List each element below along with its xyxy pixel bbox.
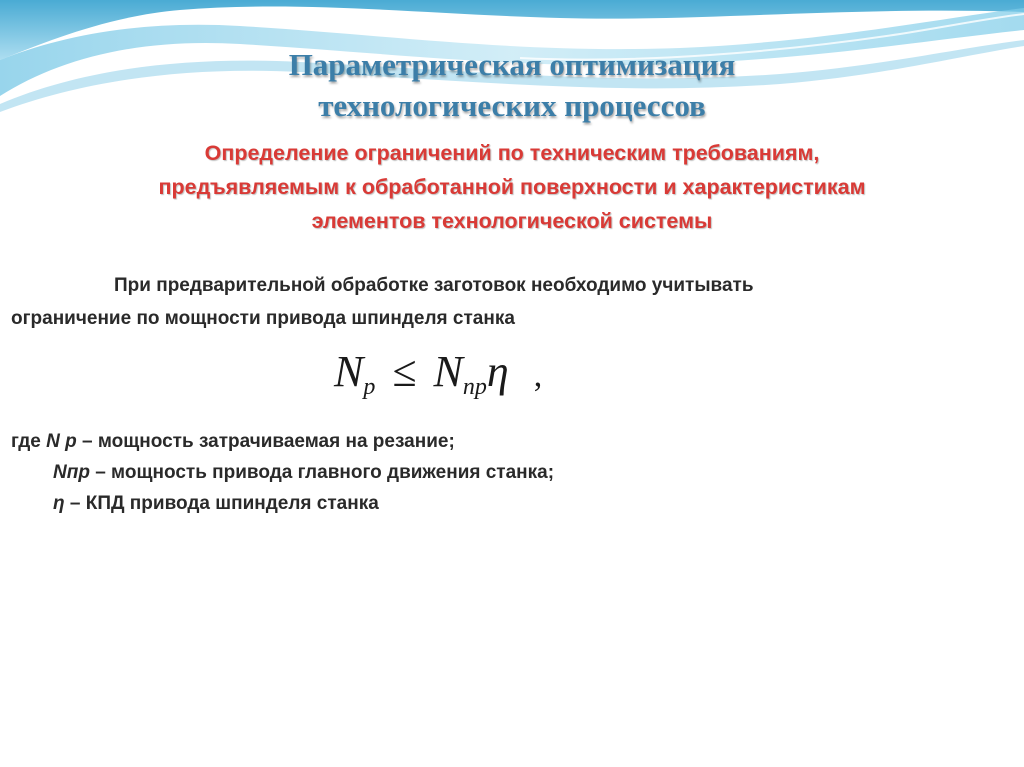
definition-item	[11, 488, 1011, 519]
power-constraint-formula	[334, 346, 542, 401]
definition-text: – КПД привода шпинделя станка	[64, 493, 379, 514]
title-line-1: Параметрическая оптимизация	[288, 47, 736, 82]
formula-comma: ,	[533, 357, 543, 394]
body-line-2: ограничение по мощности привода шпинделя станка	[11, 308, 515, 329]
subtitle	[0, 136, 1024, 238]
formula-lhs: N	[334, 347, 364, 396]
formula-eta: η	[486, 347, 509, 396]
definition-symbol: N p	[46, 431, 77, 452]
definition-symbol: Nпр	[53, 462, 90, 483]
title-line-2: технологических процессов	[318, 88, 706, 123]
subtitle-line-1: Определение ограничений по техническим требованиям,	[204, 141, 820, 165]
definition-symbol: η	[53, 493, 65, 514]
subtitle-line-2: предъявляемым к обработанной поверхности и характеристикам	[158, 175, 866, 199]
formula-rhs: N	[433, 347, 463, 396]
body-paragraph	[11, 269, 1011, 335]
body-line-1: При предварительной обработке заготовок необходимо учитывать	[114, 275, 754, 296]
definition-item	[11, 426, 1011, 457]
definition-item	[11, 457, 1011, 488]
subtitle-line-3: элементов технологической системы	[311, 209, 713, 233]
definition-prefix: где	[11, 431, 47, 452]
definition-text: – мощность привода главного движения станка;	[89, 462, 555, 483]
formula-rhs-sub: np	[462, 374, 487, 400]
formula-lhs-sub: p	[363, 374, 376, 400]
definitions-list	[11, 426, 1011, 519]
definition-text: – мощность затрачиваемая на резание;	[76, 431, 455, 452]
formula-operator: ≤	[392, 347, 417, 396]
page-title	[0, 44, 1024, 126]
